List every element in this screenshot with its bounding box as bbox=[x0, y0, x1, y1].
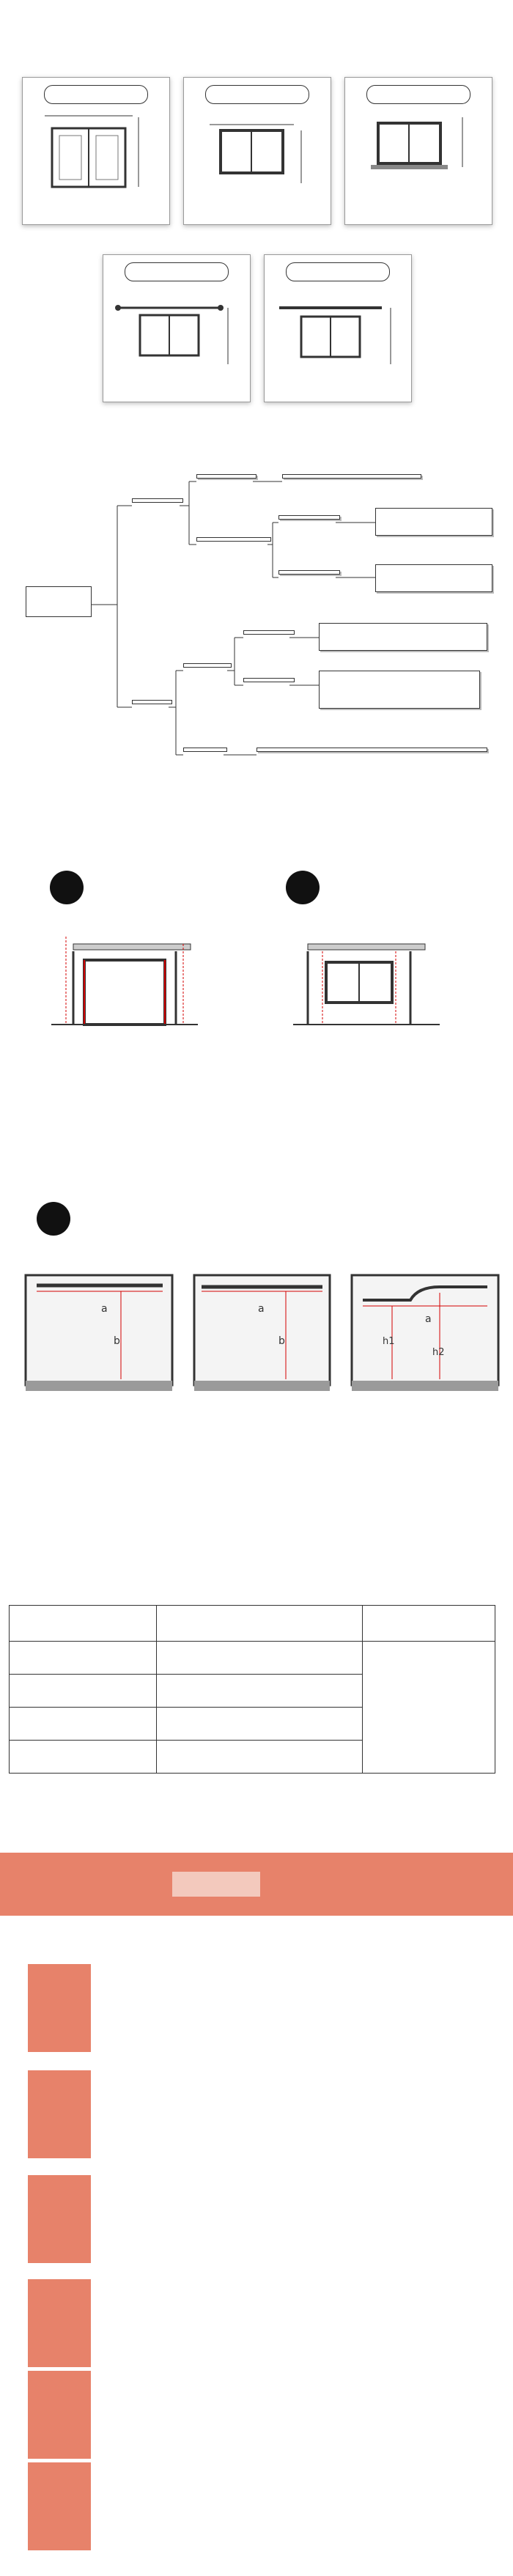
dim-a: a bbox=[101, 1303, 108, 1315]
tree-leaf bbox=[256, 748, 487, 752]
tree-node bbox=[183, 663, 232, 668]
notice-size bbox=[28, 2070, 490, 2173]
tree-node bbox=[183, 748, 227, 752]
recommend-table bbox=[9, 1605, 495, 1774]
card-title bbox=[205, 85, 309, 104]
notice-tag bbox=[28, 2462, 91, 2550]
tree-leaf bbox=[375, 564, 492, 592]
table-header-row bbox=[10, 1606, 495, 1642]
card-title bbox=[44, 85, 148, 104]
table-cell bbox=[157, 1708, 363, 1741]
decision-tree bbox=[0, 462, 513, 791]
remarks-bar bbox=[0, 1853, 513, 1916]
card-title bbox=[286, 262, 390, 281]
notice-aftersale bbox=[28, 2462, 490, 2565]
dim-h1: h1 bbox=[383, 1336, 395, 1347]
dim-b: b bbox=[114, 1335, 120, 1347]
case1-badge bbox=[50, 871, 84, 904]
notice-tag bbox=[28, 2175, 91, 2263]
table-cell bbox=[157, 1675, 363, 1708]
dim-b: b bbox=[278, 1335, 285, 1347]
card-full-wall bbox=[22, 77, 170, 225]
column-header bbox=[10, 1606, 157, 1642]
dim-h2: h2 bbox=[432, 1347, 445, 1358]
tree-node bbox=[132, 498, 183, 503]
table-cell bbox=[10, 1741, 157, 1774]
tree-node bbox=[196, 537, 271, 542]
notice-crease bbox=[28, 2371, 490, 2473]
column-header bbox=[363, 1606, 495, 1642]
full-wall-diagram bbox=[23, 110, 169, 191]
notice-smell bbox=[28, 2175, 490, 2278]
header bbox=[0, 16, 513, 18]
tree-leaf bbox=[319, 671, 480, 709]
window-only-diagram bbox=[184, 110, 331, 191]
case1-diagram bbox=[51, 922, 300, 1032]
table-cell bbox=[10, 1642, 157, 1675]
table-row bbox=[10, 1642, 495, 1675]
case2-badge bbox=[286, 871, 320, 904]
notice-shipping bbox=[28, 2279, 490, 2382]
measure-header bbox=[18, 799, 385, 800]
tree-leaf bbox=[319, 623, 487, 651]
column-header bbox=[157, 1606, 363, 1642]
card-title bbox=[366, 85, 470, 104]
dim-a: a bbox=[425, 1313, 432, 1325]
dim-a: a bbox=[258, 1303, 265, 1315]
recommend-header bbox=[0, 1539, 513, 1553]
table-cell bbox=[10, 1675, 157, 1708]
table-cell bbox=[10, 1708, 157, 1741]
stone-sill-diagram bbox=[345, 110, 492, 191]
track-diagram bbox=[265, 287, 411, 368]
tree-node bbox=[196, 474, 256, 479]
notice-tag bbox=[28, 1964, 91, 2052]
notice-color bbox=[28, 1964, 490, 2067]
remarks-cn bbox=[172, 1872, 260, 1897]
tree-node bbox=[132, 700, 172, 704]
card-window-only bbox=[183, 77, 331, 225]
rail-svg bbox=[0, 1271, 513, 1417]
table-cell bbox=[157, 1741, 363, 1774]
notice-tag bbox=[28, 2070, 91, 2158]
tree-node bbox=[243, 678, 295, 682]
tree-leaf bbox=[282, 474, 421, 479]
card-rod bbox=[103, 254, 251, 402]
tree-node bbox=[278, 570, 340, 575]
notice-tag bbox=[28, 2371, 91, 2459]
rail-diagrams bbox=[0, 1253, 513, 1502]
tree-leaf bbox=[375, 508, 492, 536]
case3-badge bbox=[37, 1202, 70, 1236]
rod-diagram bbox=[103, 287, 250, 368]
table-cell bbox=[157, 1642, 363, 1675]
tree-node bbox=[278, 515, 340, 520]
tip-cell bbox=[363, 1642, 495, 1774]
case2-diagram bbox=[293, 922, 440, 1032]
card-track bbox=[264, 254, 412, 402]
tree-root bbox=[26, 586, 92, 617]
notice-tag bbox=[28, 2279, 91, 2367]
card-title bbox=[125, 262, 229, 281]
card-stone-sill bbox=[344, 77, 492, 225]
tree-node bbox=[243, 630, 295, 635]
